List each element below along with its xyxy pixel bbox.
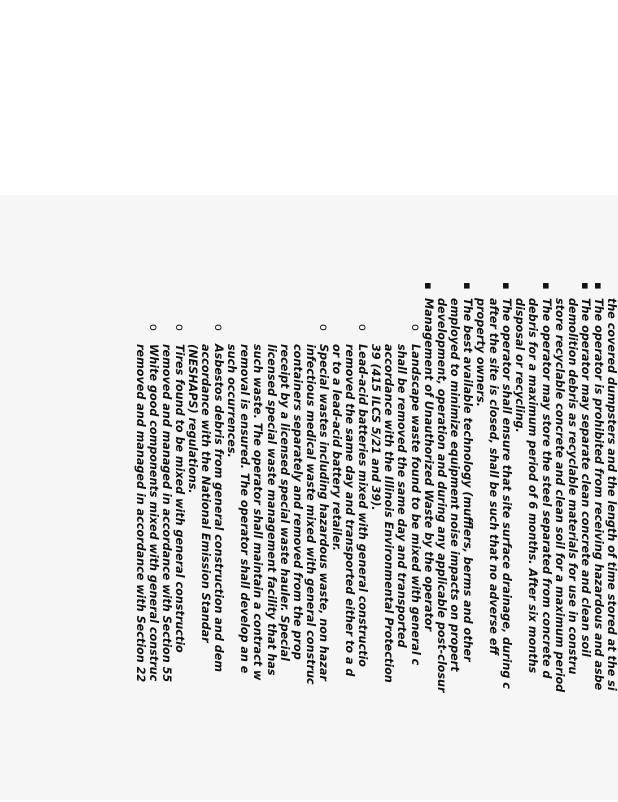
text-line <box>592 282 605 802</box>
line-text: debris for a maximum period of 6 months. After six months <box>526 298 540 674</box>
line-text: The operator shall ensure that site surface drainage, during c <box>500 298 514 689</box>
line-text: The operator may separate clean concrete and clean soil <box>578 298 592 657</box>
rotated-document-page <box>134 282 618 802</box>
text-line <box>173 282 186 802</box>
text-line <box>264 282 277 802</box>
text-line <box>605 282 618 802</box>
text-line <box>330 282 343 802</box>
text-line <box>409 282 422 802</box>
line-text: The best available technology (mufflers, berms and other <box>460 298 474 662</box>
text-line <box>304 282 317 802</box>
line-text: The operator may store the steel separated from concrete d <box>539 298 553 679</box>
line-text: the covered dumpsters and the length of time stored at the si <box>605 298 618 691</box>
line-text: Special wastes including hazardous waste, non hazar <box>316 344 330 681</box>
text-line <box>474 282 487 802</box>
line-text: removal is ensured. The operator shall develop an e <box>238 344 252 674</box>
text-line <box>422 282 435 802</box>
line-text: Management of Unauthorized Waste by the operator <box>421 298 435 632</box>
text-line <box>579 282 592 802</box>
line-text: Tires found to be mixed with general constructio <box>172 344 186 653</box>
line-text: store recyclable concrete and clean soil for a maximum period <box>552 298 566 693</box>
bullet-icon: ▪ <box>591 282 605 290</box>
line-text: removed the same day and transported either to a d <box>343 344 357 677</box>
sub-bullet-icon: o <box>316 324 330 331</box>
text-line <box>487 282 500 802</box>
text-line <box>369 282 382 802</box>
text-line <box>212 282 225 802</box>
line-text: property owners. <box>474 298 488 407</box>
sub-bullet-icon: o <box>356 324 370 331</box>
line-text: (NESHAPS) regulations. <box>186 344 199 494</box>
sub-bullet-icon: o <box>212 324 226 331</box>
line-text: shall be removed the same day and transported <box>395 344 409 648</box>
bullet-icon: ▪ <box>539 282 553 290</box>
line-text: removed and managed in accordance with Section 22 <box>133 344 147 683</box>
text-line <box>395 282 408 802</box>
text-line <box>317 282 330 802</box>
text-line <box>435 282 448 802</box>
line-text: disposal or recycling. <box>513 298 527 433</box>
text-line <box>147 282 160 802</box>
line-text: removed and managed in accordance with Section 55 <box>159 344 173 683</box>
text-line <box>539 282 552 802</box>
line-text: demolition debris as recyclable materials for use in constru <box>565 298 579 675</box>
line-text: infectious medical waste mixed with general construc <box>303 344 317 685</box>
text-line <box>134 282 147 802</box>
text-line <box>526 282 539 802</box>
line-text: White good components mixed with general construc <box>146 344 160 682</box>
blank-margin <box>0 0 618 195</box>
bullet-icon: ▪ <box>578 282 592 290</box>
text-line <box>382 282 395 802</box>
text-line <box>448 282 461 802</box>
line-text: containers separately and removed from the prop <box>290 344 304 660</box>
line-text: accordance with the National Emission Standar <box>199 344 213 643</box>
bullet-icon: ▪ <box>460 282 474 290</box>
text-line <box>513 282 526 802</box>
text-line <box>356 282 369 802</box>
text-line <box>186 282 199 802</box>
line-text: development, operation and during any applicable post-closur <box>434 298 448 693</box>
sub-bullet-icon: o <box>408 324 422 331</box>
text-line <box>500 282 513 802</box>
line-text: licensed special waste management facility that has <box>264 344 278 676</box>
line-text: Asbestos debris from general construction and dem <box>212 344 226 673</box>
line-text: after the site is closed, shall be such that no adverse eff <box>487 298 501 655</box>
line-text: The operator is prohibited from receiving hazardous and asbe <box>591 298 605 691</box>
bullet-icon: ▪ <box>500 282 514 290</box>
line-text: Lead-acid batteries mixed with general constructio <box>356 344 370 667</box>
text-line <box>278 282 291 802</box>
text-line <box>553 282 566 802</box>
line-text: such occurrences. <box>225 344 239 458</box>
line-text: employed to minimize equipment noise impacts on propert <box>447 298 461 672</box>
text-line <box>238 282 251 802</box>
line-text: 39 (415 ILCS 5/21 and 39). <box>369 344 383 511</box>
line-text: receipt by a licensed special waste hauler. Special <box>277 344 291 661</box>
text-line <box>461 282 474 802</box>
text-line <box>225 282 238 802</box>
text-line <box>199 282 212 802</box>
sub-bullet-icon: o <box>172 324 186 331</box>
line-text: or to a lead-acid battery retailer. <box>330 344 344 551</box>
line-text: Landscape waste found to be mixed with general c <box>408 344 422 666</box>
text-line <box>251 282 264 802</box>
bullet-icon: ▪ <box>421 282 435 290</box>
text-line <box>343 282 356 802</box>
sub-bullet-icon: o <box>146 324 160 331</box>
text-line <box>566 282 579 802</box>
text-line <box>291 282 304 802</box>
line-text: such waste. The operator shall maintain a contract w <box>251 344 265 681</box>
line-text: accordance with the Illinois Environmental Protection <box>382 344 396 683</box>
text-line <box>160 282 173 802</box>
